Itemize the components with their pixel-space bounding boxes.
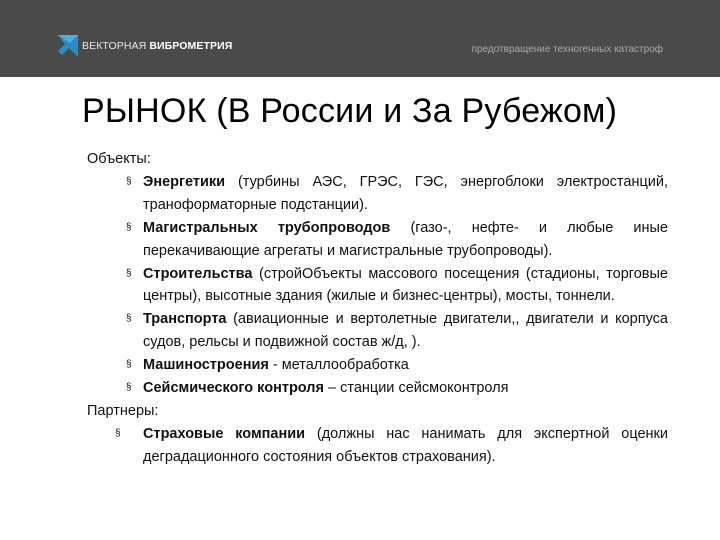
list-item-seismic — [87, 377, 668, 400]
objects-heading: Объекты: — [87, 151, 151, 167]
list-item-machinery — [87, 354, 668, 377]
list-item-transport — [87, 308, 668, 354]
item-term: Сейсмического контроля — [143, 380, 324, 397]
brand-logo[interactable] — [58, 35, 232, 57]
item-text: (турбины АЭС, ГРЭС, ГЭС, энергоблоки электростанций, траноформаторные подстанции). — [143, 173, 668, 213]
item-text: (стройОбъекты массового посещения (стадионы, торговые центры), высотные здания (жилые и бизнес-центры), мосты, тоннели. — [143, 265, 668, 305]
bullet-icon: § — [126, 175, 132, 187]
list-item-energy — [87, 171, 668, 217]
brand-tagline: предотвращение техногенных катастроф — [471, 44, 663, 55]
item-text: – станции сейсмоконтроля — [323, 380, 509, 397]
list-item-construction — [87, 263, 668, 309]
slide-body — [87, 148, 668, 469]
item-text: (авиационные и вертолетные двигатели,, двигатели и корпуса судов, рельсы и подвижной состав ж/д, ). — [143, 311, 668, 351]
brand-name — [82, 40, 232, 52]
objects-list — [87, 171, 668, 400]
bullet-icon: § — [126, 267, 132, 279]
item-term: Магистральных трубопроводов — [143, 219, 391, 236]
slide-title: РЫНОК (В России и За Рубежом) — [82, 92, 618, 130]
bullet-icon: § — [126, 359, 132, 371]
item-text: - металлообработка — [268, 357, 409, 374]
item-term: Страховые компании — [143, 425, 306, 442]
item-term: Строительства — [143, 265, 253, 282]
item-term: Энергетики — [143, 173, 226, 190]
partners-list — [87, 423, 668, 469]
item-text: (должны нас нанимать для экспертной оценки деградационного состояния объектов страхования). — [143, 425, 668, 465]
arrow-logo-icon — [58, 35, 78, 57]
bullet-icon: § — [115, 427, 121, 439]
brand-name-regular: ВЕКТОРНАЯ — [82, 40, 150, 52]
bullet-icon: § — [126, 221, 132, 233]
partners-heading: Партнеры: — [87, 402, 159, 419]
item-term: Транспорта — [143, 311, 227, 328]
item-text: (газо-, нефте- и любые иные перекачивающие агрегаты и магистральные трубопроводы). — [143, 219, 668, 259]
header-bar — [0, 0, 720, 77]
bullet-icon: § — [126, 382, 132, 394]
list-item-insurance — [87, 423, 668, 469]
item-term: Машиностроения — [143, 357, 269, 374]
list-item-pipelines — [87, 217, 668, 263]
brand-name-bold: ВИБРОМЕТРИЯ — [149, 40, 233, 52]
bullet-icon: § — [126, 313, 132, 325]
